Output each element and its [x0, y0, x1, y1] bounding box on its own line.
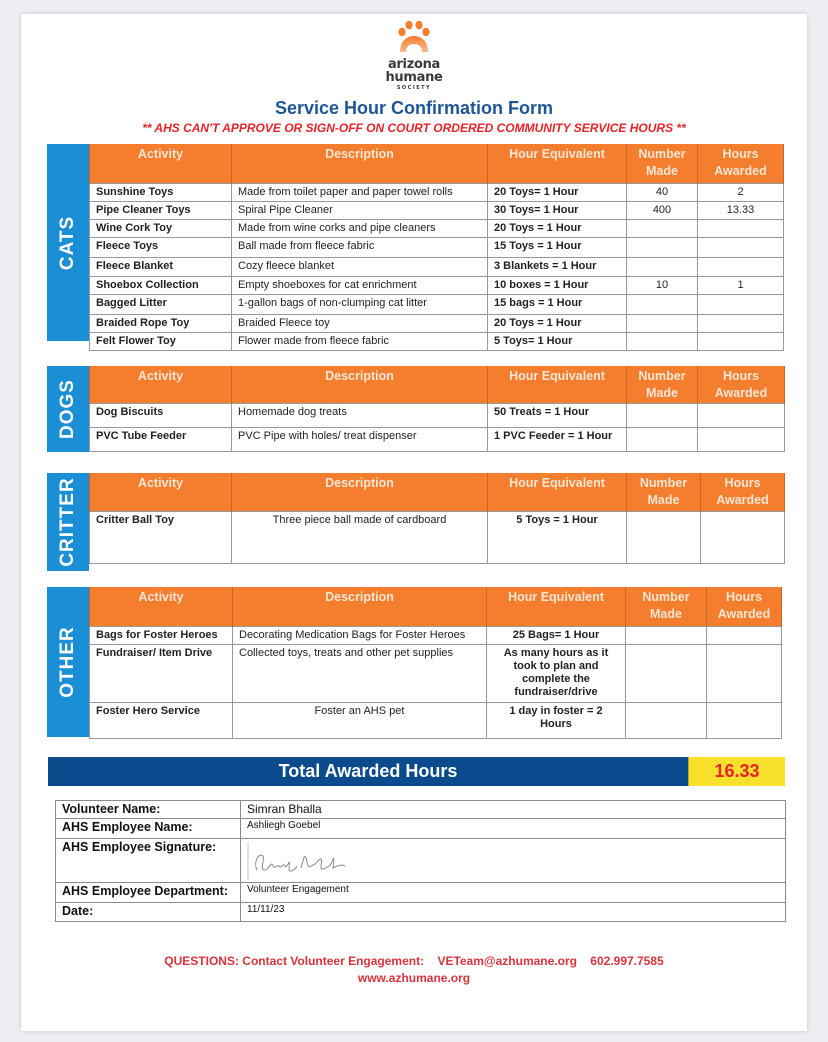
number-made-cell[interactable] [627, 257, 698, 276]
hour-equivalent-cell: 20 Toys = 1 Hour [488, 314, 627, 332]
number-made-cell[interactable] [627, 237, 698, 257]
hour-equivalent-cell: 1 day in foster = 2 Hours [487, 702, 626, 738]
col-activity: Activity [90, 144, 232, 183]
form-page [21, 14, 807, 1031]
section-label-critter: CRITTER [47, 473, 89, 571]
description-cell: Flower made from fleece fabric [232, 332, 488, 350]
col-hours-awarded: Hours Awarded [698, 144, 784, 183]
date-field[interactable]: 11/11/23 [241, 903, 786, 922]
employee-signature-field[interactable] [241, 839, 786, 883]
total-awarded-hours-value: 16.33 [688, 757, 785, 786]
table-row [90, 511, 785, 563]
activity-cell: Wine Cork Toy [90, 219, 232, 237]
hours-awarded-cell[interactable]: 13.33 [698, 201, 784, 219]
number-made-cell[interactable]: 10 [627, 276, 698, 294]
number-made-cell[interactable] [627, 427, 698, 451]
activity-cell: Sunshine Toys [90, 183, 232, 201]
cats-table [89, 144, 784, 351]
number-made-cell[interactable] [627, 511, 701, 563]
hours-awarded-cell[interactable] [707, 702, 782, 738]
table-row [90, 237, 784, 257]
table-row [90, 427, 785, 451]
col-hours-awarded: Hours Awarded [707, 587, 782, 626]
ahs-logo [379, 20, 449, 94]
hour-equivalent-cell: 1 PVC Feeder = 1 Hour [488, 427, 627, 451]
hour-equivalent-cell: 5 Toys = 1 Hour [488, 511, 627, 563]
description-cell: Cozy fleece blanket [232, 257, 488, 276]
description-cell: Made from toilet paper and paper towel rolls [232, 183, 488, 201]
col-activity: Activity [90, 473, 232, 511]
table-row [90, 332, 784, 350]
handwritten-signature [245, 840, 385, 882]
total-awarded-hours-bar [48, 757, 785, 786]
date-label: Date: [56, 903, 241, 922]
col-number-made: Number Made [627, 366, 698, 403]
number-made-cell[interactable] [626, 626, 707, 644]
logo-word-humane: humane [385, 70, 443, 85]
activity-cell: Fundraiser/ Item Drive [90, 644, 233, 702]
col-hours-awarded: Hours Awarded [698, 366, 785, 403]
hour-equivalent-cell: 15 bags = 1 Hour [488, 294, 627, 314]
website-link[interactable]: www.azhumane.org [357, 971, 471, 985]
hour-equivalent-cell: 20 Toys= 1 Hour [488, 183, 627, 201]
employee-name-field[interactable]: Ashliegh Goebel [241, 819, 786, 839]
activity-cell: Foster Hero Service [90, 702, 233, 738]
activity-cell: Dog Biscuits [90, 403, 232, 427]
section-label-dogs: DOGS [47, 366, 89, 452]
description-cell: Foster an AHS pet [233, 702, 487, 738]
total-awarded-hours-label: Total Awarded Hours [278, 761, 458, 781]
activity-cell: Fleece Blanket [90, 257, 232, 276]
hour-equivalent-cell: 25 Bags= 1 Hour [487, 626, 626, 644]
table-row [90, 626, 782, 644]
section-other [47, 587, 782, 737]
hour-equivalent-cell: 15 Toys = 1 Hour [488, 237, 627, 257]
description-cell: 1-gallon bags of non-clumping cat litter [232, 294, 488, 314]
col-activity: Activity [90, 587, 233, 626]
section-critter [47, 473, 783, 571]
table-row [90, 702, 782, 738]
hour-equivalent-cell: 30 Toys= 1 Hour [488, 201, 627, 219]
description-cell: Empty shoeboxes for cat enrichment [232, 276, 488, 294]
col-hour-equivalent: Hour Equivalent [487, 587, 626, 626]
table-row [90, 201, 784, 219]
hours-awarded-cell[interactable]: 1 [698, 276, 784, 294]
description-cell: Spiral Pipe Cleaner [232, 201, 488, 219]
number-made-cell[interactable] [627, 403, 698, 427]
number-made-cell[interactable] [627, 332, 698, 350]
court-order-warning: ** AHS CAN'T APPROVE OR SIGN-OFF ON COURT ORDERED COMMUNITY SERVICE HOURS ** [142, 121, 686, 135]
hours-awarded-cell[interactable] [698, 257, 784, 276]
description-cell: Three piece ball made of cardboard [232, 511, 488, 563]
activity-cell: Bags for Foster Heroes [90, 626, 233, 644]
volunteer-info-table [55, 800, 786, 922]
employee-signature-label: AHS Employee Signature: [56, 839, 241, 883]
col-hour-equivalent: Hour Equivalent [488, 366, 627, 403]
col-hour-equivalent: Hour Equivalent [488, 144, 627, 183]
employee-name-label: AHS Employee Name: [56, 819, 241, 839]
number-made-cell[interactable]: 40 [627, 183, 698, 201]
number-made-cell[interactable] [626, 702, 707, 738]
hours-awarded-cell[interactable] [698, 427, 785, 451]
col-description: Description [233, 587, 487, 626]
employee-department-label: AHS Employee Department: [56, 883, 241, 903]
table-row [90, 257, 784, 276]
activity-cell: Shoebox Collection [90, 276, 232, 294]
section-label-cats: CATS [47, 144, 89, 341]
hour-equivalent-cell: 5 Toys= 1 Hour [488, 332, 627, 350]
section-cats [47, 144, 782, 347]
table-row [90, 314, 784, 332]
hours-awarded-cell[interactable] [698, 403, 785, 427]
hour-equivalent-cell: 10 boxes = 1 Hour [488, 276, 627, 294]
description-cell: PVC Pipe with holes/ treat dispenser [232, 427, 488, 451]
section-dogs [47, 366, 783, 452]
description-cell: Ball made from fleece fabric [232, 237, 488, 257]
hour-equivalent-cell: 50 Treats = 1 Hour [488, 403, 627, 427]
table-row [90, 183, 784, 201]
col-number-made: Number Made [627, 144, 698, 183]
number-made-cell[interactable] [627, 294, 698, 314]
number-made-cell[interactable] [626, 644, 707, 702]
table-row [90, 294, 784, 314]
col-hour-equivalent: Hour Equivalent [488, 473, 627, 511]
hours-awarded-cell[interactable] [698, 219, 784, 237]
table-row [90, 644, 782, 702]
description-cell: Collected toys, treats and other pet supplies [233, 644, 487, 702]
table-row [90, 276, 784, 294]
activity-cell: Fleece Toys [90, 237, 232, 257]
activity-cell: Braided Rope Toy [90, 314, 232, 332]
number-made-cell[interactable] [627, 219, 698, 237]
col-description: Description [232, 366, 488, 403]
activity-cell: Critter Ball Toy [90, 511, 232, 563]
table-row [90, 403, 785, 427]
activity-cell: Bagged Litter [90, 294, 232, 314]
col-hours-awarded: Hours Awarded [701, 473, 785, 511]
hours-awarded-cell[interactable]: 2 [698, 183, 784, 201]
logo-word-arizona: arizona [387, 57, 441, 72]
activity-cell: PVC Tube Feeder [90, 427, 232, 451]
table-row [90, 219, 784, 237]
number-made-cell[interactable] [627, 314, 698, 332]
description-cell: Braided Fleece toy [232, 314, 488, 332]
contact-questions: QUESTIONS: Contact Volunteer Engagement: [164, 954, 425, 968]
hours-awarded-cell[interactable] [707, 626, 782, 644]
number-made-cell[interactable]: 400 [627, 201, 698, 219]
critter-table [89, 473, 785, 564]
hours-awarded-cell[interactable] [707, 644, 782, 702]
description-cell: Made from wine corks and pipe cleaners [232, 219, 488, 237]
volunteer-name-label: Volunteer Name: [56, 801, 241, 819]
contact-line [21, 953, 807, 969]
page-title: Service Hour Confirmation Form [274, 98, 554, 118]
col-description: Description [232, 144, 488, 183]
activity-cell: Pipe Cleaner Toys [90, 201, 232, 219]
hours-awarded-cell[interactable] [698, 314, 784, 332]
col-description: Description [232, 473, 488, 511]
dogs-table [89, 366, 785, 452]
employee-department-field[interactable]: Volunteer Engagement [241, 883, 786, 903]
activity-cell: Felt Flower Toy [90, 332, 232, 350]
section-label-other: OTHER [47, 587, 89, 737]
hour-equivalent-cell: As many hours as it took to plan and complete the fundraiser/drive [487, 644, 626, 702]
col-number-made: Number Made [627, 473, 701, 511]
hours-awarded-cell[interactable] [698, 294, 784, 314]
contact-phone: 602.997.7585 [590, 954, 664, 968]
paw-print-icon [394, 20, 434, 58]
description-cell: Homemade dog treats [232, 403, 488, 427]
volunteer-name-field[interactable]: Simran Bhalla [241, 801, 786, 819]
col-activity: Activity [90, 366, 232, 403]
hours-awarded-cell[interactable] [701, 511, 785, 563]
hours-awarded-cell[interactable] [698, 237, 784, 257]
other-table [89, 587, 782, 739]
hours-awarded-cell[interactable] [698, 332, 784, 350]
hour-equivalent-cell: 3 Blankets = 1 Hour [488, 257, 627, 276]
logo-word-society: SOCIETY [396, 85, 432, 91]
description-cell: Decorating Medication Bags for Foster Heroes [233, 626, 487, 644]
col-number-made: Number Made [626, 587, 707, 626]
hour-equivalent-cell: 20 Toys = 1 Hour [488, 219, 627, 237]
contact-email-link[interactable]: VETeam@azhumane.org [437, 954, 577, 968]
